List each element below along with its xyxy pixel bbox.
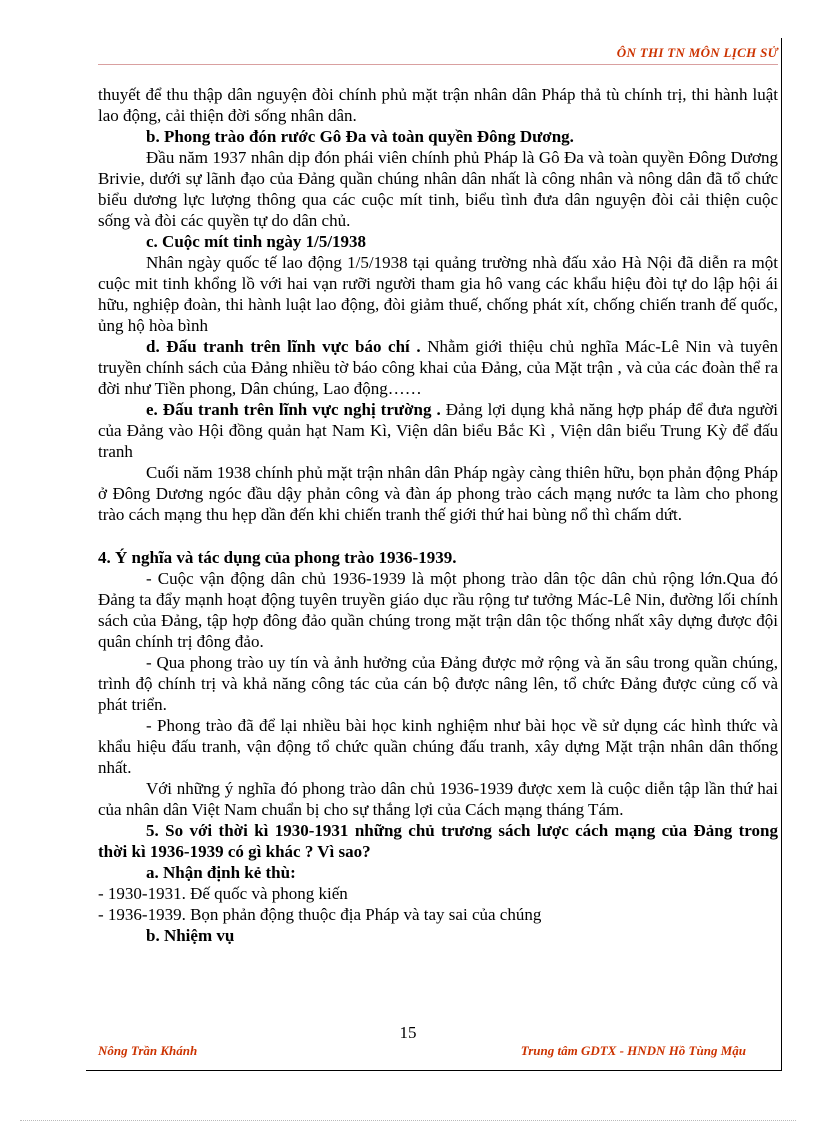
paragraph-bao-chi-text: Nhằm giới thiệu chủ nghĩa Mác-Lê Nin và tuyên truyền chính sách của Đảng nhiều tờ báo công khai của Đảng, của Mặt trận , và của các đoàn thể ra đời như Tiền phong, Dân chúng, Lao động……: [98, 337, 778, 398]
page-header: ÔN THI TN MÔN LỊCH SỬ: [616, 45, 778, 60]
bullet-uy-tin: - Qua phong trào uy tín và ảnh hưởng của Đảng được mở rộng và ăn sâu trong quần chúng, trình độ chính trị và khả năng công tác của cán bộ được nâng lên, tổ chức Đảng được củng cố và phát triển.: [98, 653, 778, 714]
subheading-c: c. Cuộc mít tinh ngày 1/5/1938: [146, 232, 367, 251]
paragraph-y-nghia: Với những ý nghĩa đó phong trào dân chủ 1936-1939 được xem là cuộc diễn tập lần thứ hai của nhân dân Việt Nam chuẩn bị cho sự thắng lợi của Cách mạng tháng Tám.: [98, 779, 778, 819]
page-bottom-edge: [20, 1120, 796, 1121]
footer-author: Nông Trần Khánh: [98, 1043, 198, 1058]
page-number: 15: [399, 1023, 417, 1042]
paragraph-nghi-truong: [98, 399, 778, 462]
section-heading-5: 5. So với thời kì 1930-1931 những chủ trương sách lược cách mạng của Đảng trong thời kì 1936-1939 có gì khác ? Vì sao?: [98, 821, 778, 861]
subheading-b: b. Phong trào đón rước Gô Đa và toàn quyền Đông Dương.: [146, 127, 574, 146]
document-body: [98, 84, 778, 946]
header-divider: [98, 64, 778, 65]
paragraph-continuation: thuyết để thu thập dân nguyện đòi chính phủ mặt trận nhân dân Pháp thả tù chính trị, thi hành luật lao động, cải thiện đời sống nhân dân.: [98, 85, 778, 125]
footer-center-name: Trung tâm GDTX - HNDN Hồ Tùng Mậu: [520, 1043, 746, 1058]
paragraph-bao-chi: [98, 336, 778, 399]
item-1936-1939: - 1936-1939. Bọn phản động thuộc địa Pháp và tay sai của chúng: [98, 905, 542, 924]
bullet-van-dong: - Cuộc vận động dân chủ 1936-1939 là một phong trào dân tộc dân chủ rộng lớn.Qua đó Đảng ta đẩy mạnh hoạt động tuyên truyền giáo dục rầu rộng tư tưởng Mác-Lê Nin, đường lối chính sách của Đảng, tập hợp đông đảo quần chúng trong mặt trận dân tộc thống nhất xây dựng được đội quân chính trị đông đảo.: [98, 569, 778, 651]
bullet-bai-hoc: - Phong trào đã để lại nhiều bài học kinh nghiệm như bài học về sử dụng các hình thức và khẩu hiệu đấu tranh, vận động tổ chức quần chúng đấu tranh, xây dựng Mặt trận nhân dân thống nhất.: [98, 716, 778, 777]
paragraph-go-da: Đầu năm 1937 nhân dịp đón phái viên chính phủ Pháp là Gô Đa và toàn quyền Đông Dương Brivie, dưới sự lãnh đạo của Đảng quần chúng nhân dân nhất là công nhân và nông dân đã tổ chức biểu dương lực lượng thông qua các cuộc mít tinh, biểu tình đưa dân nguyện đòi cải thiện cuộc sống và đòi các quyền tự do dân chủ.: [98, 148, 778, 230]
section-heading-4: 4. Ý nghĩa và tác dụng của phong trào 1936-1939.: [98, 548, 457, 567]
paragraph-mit-tinh: Nhân ngày quốc tế lao động 1/5/1938 tại quảng trường nhà đấu xảo Hà Nội đã diễn ra một cuộc mit tinh khổng lồ với hai vạn rưỡi người tham gia hô vang các khẩu hiệu đòi tự do lập hội ái hữu, nghiệp đoàn, thi hành luật lao động, đòi giảm thuế, chống phát xít, chống chiến tranh đế quốc, ủng hộ hòa bình: [98, 253, 778, 335]
paragraph-cuoi-nam-1938: Cuối năm 1938 chính phủ mặt trận nhân dân Pháp ngày càng thiên hữu, bọn phản động Pháp ở Đông Dương ngóc đầu dậy phản công và đàn áp phong trào cách mạng nước ta làm cho phong trào cách mạng thu hẹp dần đến khi chiến tranh thế giới thứ hai bùng nổ thì chấm dứt.: [98, 463, 778, 524]
subheading-d: d. Đấu tranh trên lĩnh vực báo chí .: [146, 337, 421, 356]
subheading-e: e. Đấu tranh trên lĩnh vực nghị trường .: [146, 400, 441, 419]
paragraph-nghi-truong-text: Đảng lợi dụng khả năng hợp pháp để đưa người của Đảng vào Hội đồng quản hạt Nam Kì, Viện dân biểu Bắc Kì , Viện dân biểu Trung Kỳ để đấu tranh: [98, 400, 778, 461]
subheading-a-ke-thu: a. Nhận định kẻ thù:: [146, 863, 296, 882]
item-1930-1931: - 1930-1931. Đế quốc và phong kiến: [98, 884, 348, 903]
subheading-b-nhiem-vu: b. Nhiệm vụ: [146, 926, 235, 945]
